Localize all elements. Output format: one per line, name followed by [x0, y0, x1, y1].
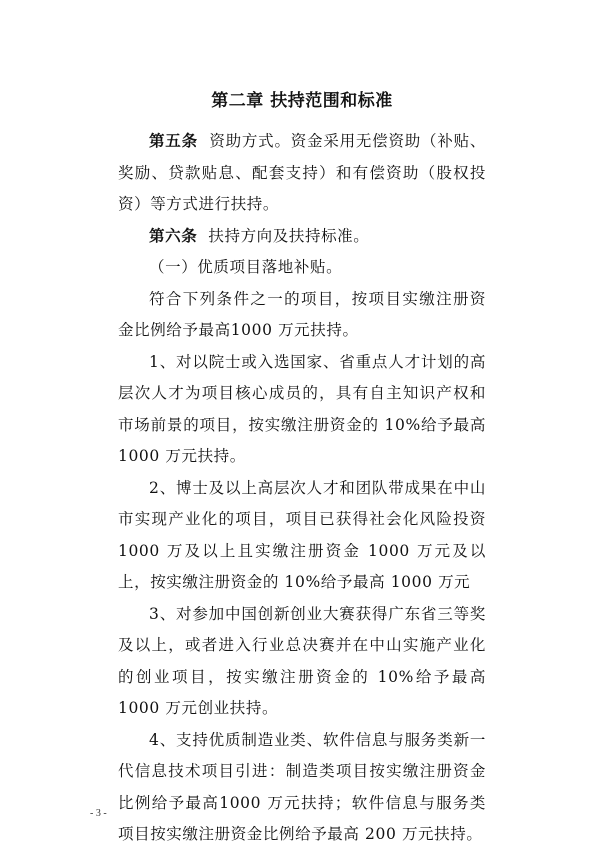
page-number: - 3 - — [90, 808, 107, 819]
list-item-2: 2、博士及以上高层次人才和团队带成果在中山市实现产业化的项目，项目已获得社会化风险投资 1000 万及以上且实缴注册资金 1000 万元及以上，按实缴注册资金的 10%给予最高 1000 万元 — [118, 478, 486, 591]
list-item-3: 3、对参加中国创新创业大赛获得广东省三等奖及以上，或者进入行业总决赛并在中山实施产业化的创业项目，按实缴注册资金的 10%给予最高 1000 万元创业扶持。 — [118, 604, 486, 717]
article-5 — [118, 126, 486, 221]
article-6-label: 第六条 — [149, 226, 198, 245]
section-heading-1: （一）优质项目落地补贴。 — [149, 258, 343, 276]
chapter-title: 第二章 扶持范围和标准 — [211, 91, 393, 111]
list-item-1: 1、对以院士或入选国家、省重点人才计划的高层次人才为项目核心成员的，具有自主知识产权和市场前景的项目，按实缴注册资金的 10%给予最高1000 万元扶持。 — [118, 352, 486, 465]
document-body — [118, 88, 486, 851]
article-5-label: 第五条 — [149, 132, 198, 150]
list-item-4: 4、支持优质制造业类、软件信息与服务类新一代信息技术项目引进：制造类项目按实缴注册资金比例给予最高1000 万元扶持；软件信息与服务类项目按实缴注册资金比例给予最高 200 万元扶持。 — [118, 730, 486, 843]
article-5-text: 资助方式。资金采用无偿资助（补贴、奖励、贷款贴息、配套支持）和有偿资助（股权投资）等方式进行扶持。 — [118, 132, 487, 213]
intro-paragraph: 符合下列条件之一的项目，按项目实缴注册资金比例给予最高1000 万元扶持。 — [118, 289, 486, 339]
article-6-text: 扶持方向及扶持标准。 — [208, 226, 370, 245]
article-6 — [118, 221, 486, 253]
